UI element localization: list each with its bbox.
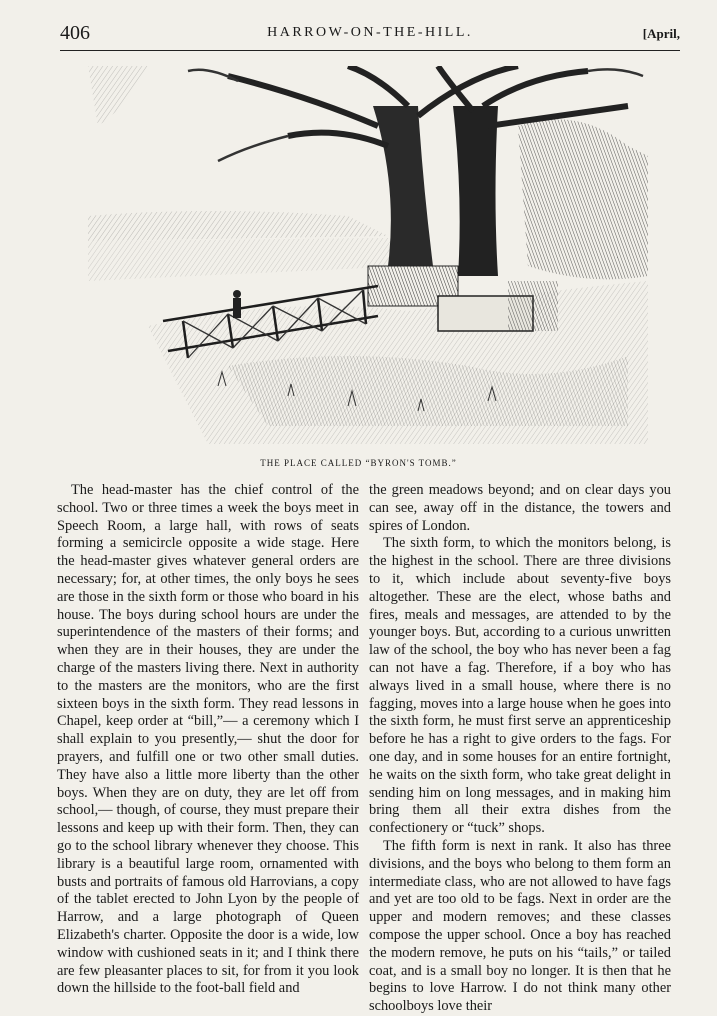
issue-month: [April, [642, 26, 680, 41]
right-column [369, 482, 671, 1016]
engraving-illustration [88, 66, 648, 444]
page-header [60, 22, 680, 48]
left-column [57, 482, 359, 998]
paragraph: The fifth form is next in rank. It also has three divisions, and the boys who belong to them form an intermediate class, who are not allowed to have fags and yet are too old to be fags. Next in order are the upper and modern removes; and these classes compose the upper school. Once a boy has reached the modern remove, he puts on his “tails,” or tailed coat, and is a small boy no longer. It is then that he begins to love Harrow. I do not think many other schoolboys love their [369, 837, 671, 1015]
illustration-caption: THE PLACE CALLED “BYRON'S TOMB.” [260, 458, 457, 468]
page-number: 406 [60, 22, 90, 44]
paragraph: the green meadows beyond; and on clear days you can see, away off in the distance, the towers and spires of London. [369, 482, 671, 534]
running-title: HARROW-ON-THE-HILL. [267, 25, 473, 40]
paragraph: The head-master has the chief control of the school. Two or three times a week the boys meet in Speech Room, a large hall, with rows of seats forming a semicircle opposite a wide stage. Here the head-master gives whatever general orders are necessary; for, at other times, the only boys he sees are those in the sixth form or those who board in his house. The boys during school hours are under the superintendence of the masters of their forms; and when they are in their houses, they are under the charge of the masters living there. Next in authority to the masters are the monitors, who are the first sixteen boys in the sixth form. They read lessons in Chapel, keep order at “bill,”— a ceremony which I shall explain to you presently,— shut the door for prayers, and fulfill one or two other small duties. They have also a little more liberty than the other boys. When they are on duty, they are let off from school,— though, of course, they must prepare their lessons and keep up with their form. Then, they can go to the school library whenever they choose. This library is a beautiful large room, ornamented with busts and portraits of famous old Harrovians, a copy of the tablet erected to John Lyon by the people of Harrow, and a large photograph of Queen Elizabeth's charter. Opposite the door is a wide, low window with cushioned seats in it; and I think there are few pleasanter places to sit, for from it you look down the hillside to the foot-ball field and [57, 482, 359, 997]
header-rule [60, 50, 680, 51]
paragraph: The sixth form, to which the monitors belong, is the highest in the school. There are three divisions to it, which include about seventy-five boys altogether. These are the elect, whose baths and fires, meals and messages, are attended to by the younger boys. But, according to a curious unwritten law of the school, the boy who has never been a fag can not have a fag. Therefore, if a boy who has always lived in a small house, where there is no fagging, moves into a large house when he goes into the sixth form, he must first serve an apprenticeship before he has a right to give orders to the fags. For one day, and in some houses for an entire fortnight, he waits on the sixth form, who take great delight in sending him on long messages, and in making him bring them all their extra dishes from the confectionery or “tuck” shops. [369, 535, 671, 837]
